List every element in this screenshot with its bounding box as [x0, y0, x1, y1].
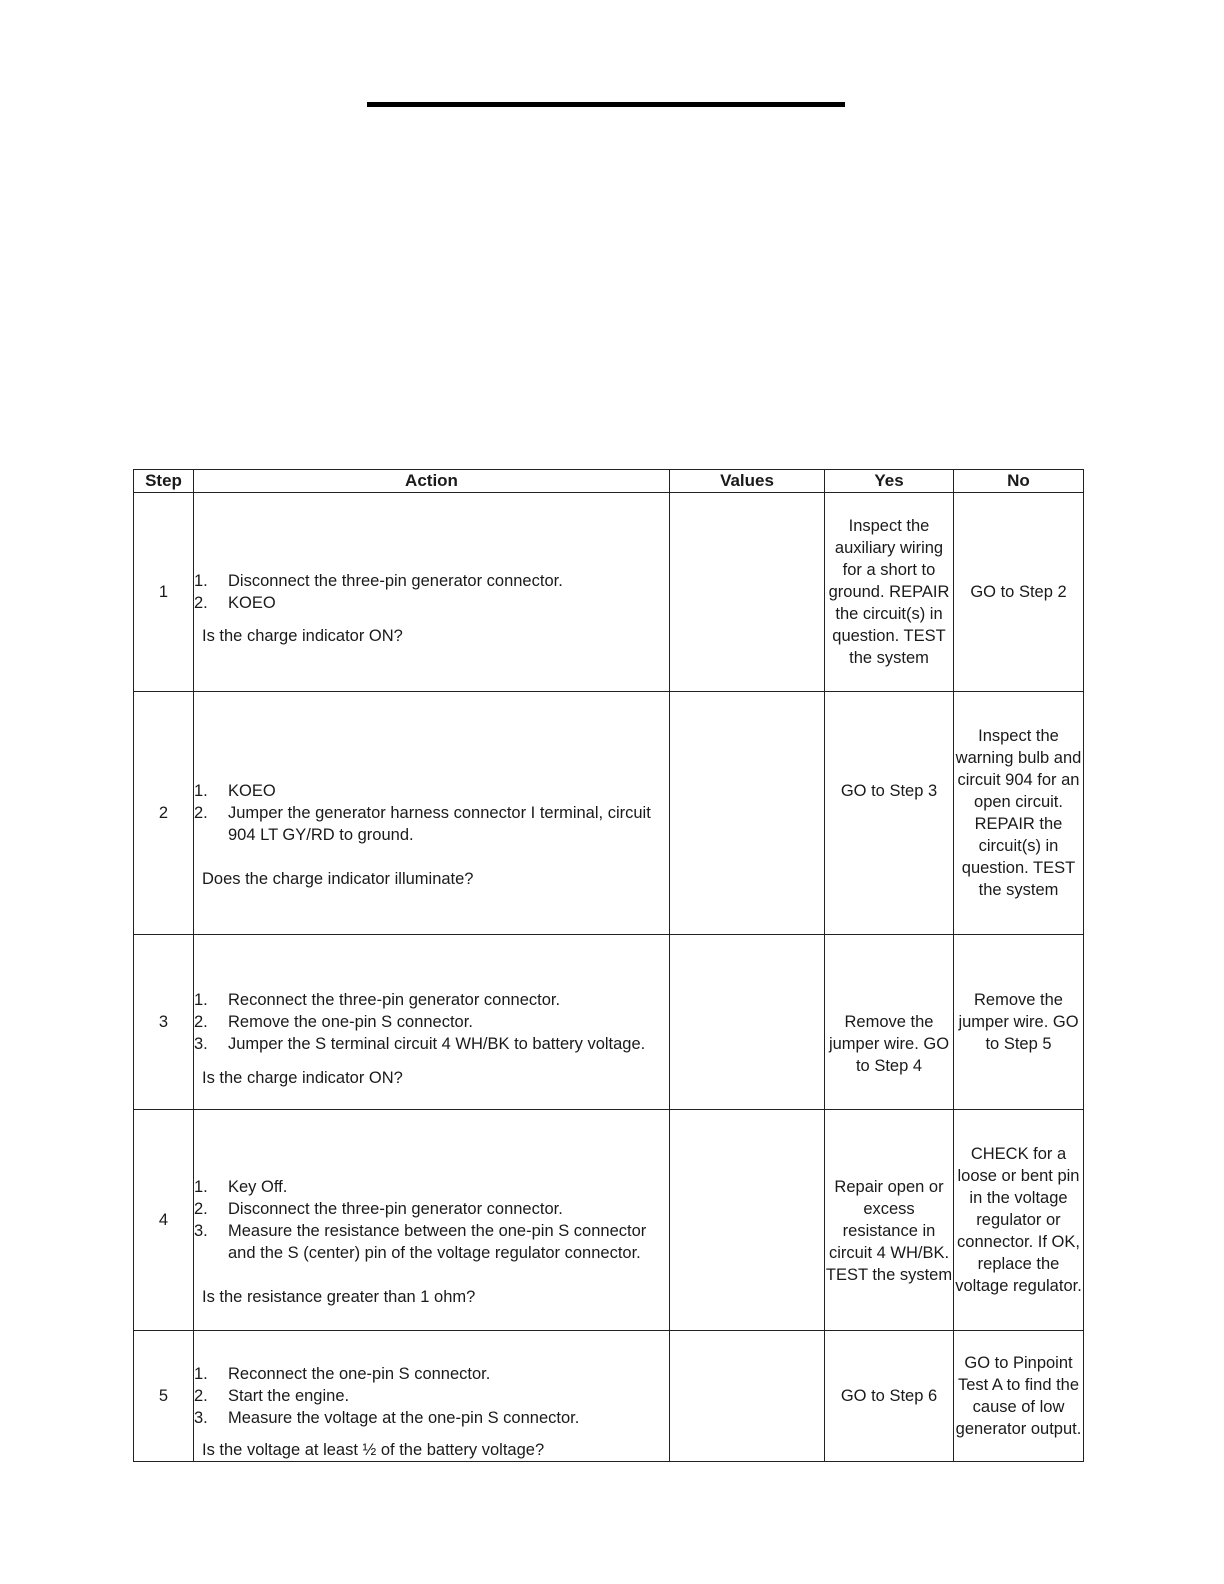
action-item	[194, 1407, 669, 1429]
action-item	[194, 1220, 669, 1264]
action-cell	[194, 493, 670, 692]
action-item-number: 2.	[194, 1200, 208, 1218]
action-question: Is the charge indicator ON?	[202, 1069, 403, 1087]
action-item-number: 1.	[194, 572, 208, 590]
yes-cell: GO to Step 3	[825, 692, 954, 935]
values-cell	[670, 1110, 825, 1331]
header-yes: Yes	[825, 470, 954, 493]
action-item-text: KOEO	[228, 594, 276, 612]
action-item-text: Disconnect the three-pin generator connector.	[228, 1200, 563, 1218]
action-item-text: Jumper the generator harness connector I terminal, circuit 904 LT GY/RD to ground.	[228, 804, 651, 844]
header-step: Step	[134, 470, 194, 493]
no-cell: Inspect the warning bulb and circuit 904 for an open circuit. REPAIR the circuit(s) in question. TEST the system	[954, 692, 1084, 935]
action-question: Does the charge indicator illuminate?	[202, 870, 474, 888]
action-item-text: Measure the resistance between the one-pin S connector and the S (center) pin of the voltage regulator connector.	[228, 1222, 647, 1262]
action-item-number: 2.	[194, 1013, 208, 1031]
action-item-text: Jumper the S terminal circuit 4 WH/BK to battery voltage.	[228, 1035, 646, 1053]
no-cell: GO to Step 2	[954, 493, 1084, 692]
action-item-number: 1.	[194, 1365, 208, 1383]
action-item-number: 1.	[194, 782, 208, 800]
action-item-number: 2.	[194, 804, 208, 822]
action-item	[194, 1011, 669, 1033]
action-item-number: 1.	[194, 1178, 208, 1196]
values-cell	[670, 1331, 825, 1462]
action-cell	[194, 1331, 670, 1462]
header-values: Values	[670, 470, 825, 493]
action-cell	[194, 935, 670, 1110]
action-item-number: 2.	[194, 1387, 208, 1405]
yes-cell: GO to Step 6	[825, 1331, 954, 1462]
no-cell: Remove the jumper wire. GO to Step 5	[954, 935, 1084, 1110]
table-header-row	[134, 470, 1084, 493]
table-row	[134, 1110, 1084, 1331]
action-item-text: Start the engine.	[228, 1387, 350, 1405]
table-row	[134, 935, 1084, 1110]
values-cell	[670, 493, 825, 692]
header-no: No	[954, 470, 1084, 493]
no-cell: CHECK for a loose or bent pin in the voltage regulator or connector. If OK, replace the voltage regulator.	[954, 1110, 1084, 1331]
action-item	[194, 1385, 669, 1407]
action-question: Is the charge indicator ON?	[202, 627, 403, 645]
action-item-number: 3.	[194, 1035, 208, 1053]
action-cell	[194, 692, 670, 935]
no-cell: GO to Pinpoint Test A to find the cause of low generator output.	[954, 1331, 1084, 1462]
table-row	[134, 1331, 1084, 1462]
action-item	[194, 989, 669, 1011]
action-list	[194, 989, 669, 1055]
action-item-text: Remove the one-pin S connector.	[228, 1013, 473, 1031]
action-list	[194, 1176, 669, 1264]
action-item-number: 3.	[194, 1222, 208, 1240]
action-item-text: Reconnect the three-pin generator connector.	[228, 991, 561, 1009]
yes-cell: Remove the jumper wire. GO to Step 4	[825, 935, 954, 1110]
action-item	[194, 570, 669, 592]
action-item	[194, 1198, 669, 1220]
action-item-text: Key Off.	[228, 1178, 288, 1196]
step-number: 3	[134, 935, 194, 1110]
action-item	[194, 780, 669, 802]
action-item-number: 3.	[194, 1409, 208, 1427]
action-item	[194, 592, 669, 614]
header-action: Action	[194, 470, 670, 493]
table-row	[134, 692, 1084, 935]
action-list	[194, 1363, 669, 1429]
values-cell	[670, 692, 825, 935]
action-item-text: Reconnect the one-pin S connector.	[228, 1365, 491, 1383]
action-item-text: Measure the voltage at the one-pin S connector.	[228, 1409, 580, 1427]
step-number: 2	[134, 692, 194, 935]
action-item	[194, 802, 669, 846]
action-item	[194, 1033, 669, 1055]
action-item-number: 1.	[194, 991, 208, 1009]
action-list	[194, 570, 669, 614]
action-question: Is the resistance greater than 1 ohm?	[202, 1288, 476, 1306]
action-question: Is the voltage at least ½ of the battery voltage?	[202, 1441, 545, 1459]
action-item-text: Disconnect the three-pin generator connector.	[228, 572, 563, 590]
action-item-text: KOEO	[228, 782, 276, 800]
action-item	[194, 1176, 669, 1198]
action-cell	[194, 1110, 670, 1331]
step-number: 5	[134, 1331, 194, 1462]
yes-cell: Repair open or excess resistance in circuit 4 WH/BK. TEST the system	[825, 1110, 954, 1331]
values-cell	[670, 935, 825, 1110]
action-list	[194, 780, 669, 846]
yes-cell: Inspect the auxiliary wiring for a short to ground. REPAIR the circuit(s) in question. TEST the system	[825, 493, 954, 692]
step-number: 4	[134, 1110, 194, 1331]
table-row	[134, 493, 1084, 692]
action-item	[194, 1363, 669, 1385]
step-number: 1	[134, 493, 194, 692]
action-item-number: 2.	[194, 594, 208, 612]
title-rule	[367, 102, 845, 107]
diagnostic-table	[133, 469, 1084, 1462]
